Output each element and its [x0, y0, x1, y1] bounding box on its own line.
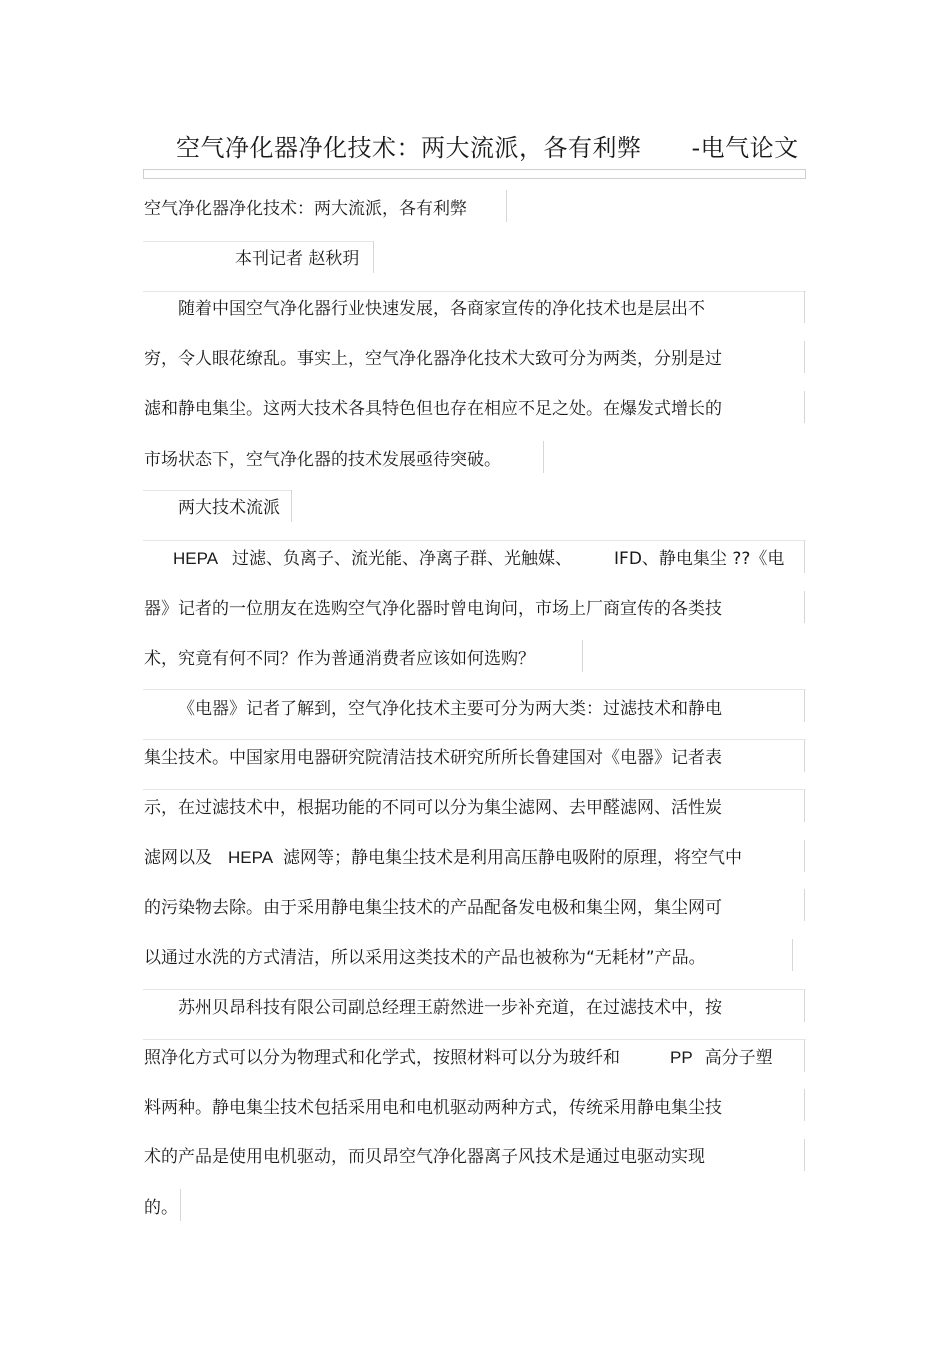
paragraph-line — [173, 547, 784, 571]
divider — [804, 591, 805, 623]
subtitle: 空气净化器净化技术：两大流派，各有利弊 — [144, 199, 467, 219]
divider — [804, 1139, 805, 1171]
paragraph-line: 的污染物去除。由于采用静电集尘技术的产品配备发电极和集尘网，集尘网可 — [144, 898, 722, 918]
title-main: 空气净化器净化技术：两大流派，各有利弊 — [176, 134, 642, 162]
text-segment: 滤网以及 — [144, 848, 212, 868]
title-suffix: -电气论文 — [691, 134, 799, 162]
text-segment: 滤网等；静电集尘技术是利用高压静电吸附的原理，将空气中 — [283, 848, 743, 868]
paragraph-line: 集尘技术。中国家用电器研究院清洁技术研究所所长鲁建国对《电器》记者表 — [144, 748, 722, 768]
divider — [373, 241, 374, 273]
text-segment: 高分子塑 — [704, 1048, 773, 1068]
divider — [792, 939, 793, 971]
divider — [143, 989, 806, 990]
divider — [804, 341, 805, 373]
divider — [804, 541, 805, 573]
title-rule — [143, 169, 806, 179]
divider — [143, 490, 291, 491]
paragraph-line: 术的产品是使用电机驱动，而贝昂空气净化器离子风技术是通过电驱动实现 — [144, 1147, 705, 1167]
divider — [804, 840, 805, 872]
divider — [143, 1039, 806, 1040]
divider — [804, 790, 805, 822]
divider — [804, 391, 805, 423]
divider — [143, 739, 806, 740]
divider — [804, 1089, 805, 1121]
divider — [143, 241, 373, 242]
paragraph-line: 以通过水洗的方式清洁，所以采用这类技术的产品也被称为“无耗材”产品。 — [144, 948, 706, 968]
divider — [804, 889, 805, 921]
divider — [180, 1189, 181, 1221]
divider — [143, 291, 806, 292]
text-segment: 过滤、负离子、流光能、净离子群、光触媒、 — [232, 549, 573, 569]
text-segment: IFD、静电集尘 ??《电 — [614, 549, 785, 569]
paragraph-line: 随着中国空气净化器行业快速发展，各商家宣传的净化技术也是层出不 — [178, 299, 705, 319]
term-pp: PP — [670, 1048, 693, 1067]
paragraph-line: 《电器》记者了解到，空气净化技术主要可分为两大类：过滤技术和静电 — [178, 699, 722, 719]
section-heading: 两大技术流派 — [178, 498, 280, 518]
term-hepa: HEPA — [173, 549, 219, 568]
divider — [804, 690, 805, 722]
paragraph-line: 料两种。静电集尘技术包括采用电和电机驱动两种方式，传统采用静电集尘技 — [144, 1098, 722, 1118]
document-title — [176, 128, 799, 163]
paragraph-line: 器》记者的一位朋友在选购空气净化器时曾电询问，市场上厂商宣传的各类技 — [144, 599, 722, 619]
divider — [804, 740, 805, 772]
paragraph-line: 苏州贝昂科技有限公司副总经理王蔚然进一步补充道，在过滤技术中，按 — [178, 998, 722, 1018]
paragraph-line: 穷，令人眼花缭乱。事实上，空气净化器净化技术大致可分为两类，分别是过 — [144, 349, 722, 369]
divider — [543, 441, 544, 473]
divider — [143, 689, 806, 690]
divider — [582, 640, 583, 672]
divider — [804, 1040, 805, 1072]
divider — [506, 190, 507, 222]
paragraph-line: 市场状态下，空气净化器的技术发展亟待突破。 — [144, 450, 501, 470]
divider — [143, 540, 806, 541]
term-hepa: HEPA — [228, 848, 274, 867]
paragraph-line — [144, 1046, 773, 1070]
paragraph-line: 滤和静电集尘。这两大技术各具特色但也存在相应不足之处。在爆发式增长的 — [144, 399, 722, 419]
divider — [804, 291, 805, 323]
divider — [804, 990, 805, 1022]
divider — [143, 789, 806, 790]
divider — [291, 490, 292, 522]
byline: 本刊记者 赵秋玥 — [235, 249, 360, 269]
paragraph-line: 术，究竟有何不同？作为普通消费者应该如何选购？ — [144, 649, 535, 669]
paragraph-line — [144, 846, 742, 870]
text-segment: 照净化方式可以分为物理式和化学式，按照材料可以分为玻纤和 — [144, 1048, 620, 1068]
paragraph-line: 示，在过滤技术中，根据功能的不同可以分为集尘滤网、去甲醛滤网、活性炭 — [144, 798, 722, 818]
paragraph-line: 的。 — [144, 1198, 178, 1218]
